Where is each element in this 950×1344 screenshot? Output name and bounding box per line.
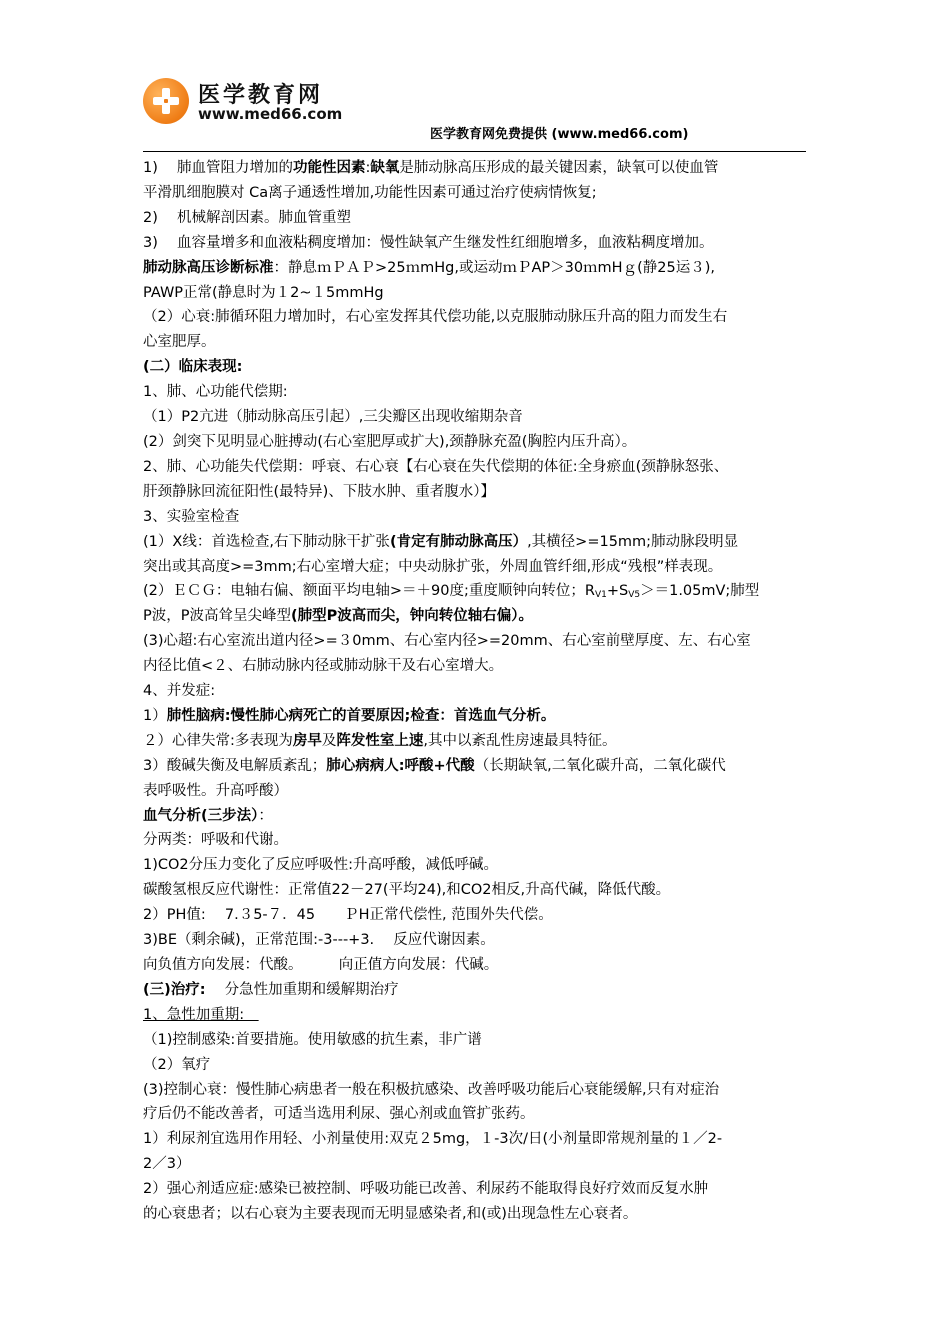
text-span: （2）氧疗 [143, 1056, 211, 1073]
text-line [143, 1127, 815, 1152]
text-span: 分急性加重期和缓解期治疗 [205, 981, 399, 998]
text-line [143, 1102, 815, 1127]
text-line [143, 430, 815, 455]
document-body [143, 156, 815, 1227]
text-span: 2、肺、心功能失代偿期：呼衰、右心衰【右心衰在失代偿期的体征:全身瘀血(颈静脉怒张、 [143, 458, 729, 475]
text-span: ,其中以紊乱性房速最具特征。 [423, 732, 617, 749]
text-line [143, 828, 815, 853]
text-line [143, 629, 815, 654]
text-line [143, 729, 815, 754]
text-line [143, 256, 815, 281]
text-line [143, 156, 815, 181]
text-line [143, 654, 815, 679]
subscript-text: V5 [628, 590, 641, 601]
text-span: 分两类：呼吸和代谢。 [143, 832, 288, 849]
text-line [143, 380, 815, 405]
text-span: PAWP正常(静息时为１2~１5mmHg [143, 284, 384, 301]
bold-text: (肺型P波高而尖，钟向转位轴右偏）。 [291, 608, 534, 625]
text-line [143, 480, 815, 505]
text-line [143, 405, 815, 430]
text-span: 表呼吸性。升高呼酸） [143, 782, 288, 799]
text-line [143, 804, 815, 829]
text-line [143, 281, 815, 306]
text-span: 1)CO2分压力变化了反应呼吸性:升高呼酸，减低呼碱。 [143, 857, 499, 874]
text-line [143, 1078, 815, 1103]
text-span: 疗后仍不能改善者，可适当选用利尿、强心剂或血管扩张药。 [143, 1106, 535, 1123]
bold-text: 房早 [292, 732, 322, 749]
text-span: 向负值方向发展：代酸。 向正值方向发展：代碱。 [143, 957, 499, 973]
text-line [143, 978, 815, 1003]
text-line [143, 330, 815, 355]
text-span: （长期缺氧,二氧化碳升高，二氧化碳代 [474, 757, 726, 774]
text-span: 1) 肺血管阻力增加的 [143, 160, 293, 176]
text-span: （2）心衰:肺循环阻力增加时，右心室发挥其代偿功能,以克服肺动脉压升高的阻力而发生右 [143, 309, 728, 326]
bold-text: 肺性脑病:慢性肺心病死亡的首要原因;检查：首选血气分析。 [166, 707, 556, 724]
text-span: 肝颈静脉回流征阳性(最特异)、下肢水肿、重者腹水）】 [143, 483, 496, 500]
text-line [143, 1053, 815, 1078]
text-line [143, 903, 815, 928]
subscript-text: V1 [594, 590, 607, 601]
bold-text: 肺动脉高压诊断标准 [143, 259, 274, 276]
text-span: 1、急性加重期: [143, 1006, 259, 1023]
text-span: 1）利尿剂宜选用作用轻、小剂量使用:双克２5mg，１-3次/日(小剂量即常规剂量的１／2- [143, 1131, 723, 1148]
text-span: 平滑肌细胞膜对 Ca离子通透性增加,功能性因素可通过治疗使病情恢复; [143, 184, 597, 201]
text-span: : [365, 160, 371, 176]
text-span: +S [606, 583, 629, 600]
text-span: (3)控制心衰：慢性肺心病患者一般在积极抗感染、改善呼吸功能后心衰能缓解,只有对症治 [143, 1081, 720, 1098]
bold-text: (三)治疗: [143, 981, 206, 998]
text-line [143, 779, 815, 804]
text-span: （1）P2亢进（肺动脉高压引起）,三尖瓣区出现收缩期杂音 [143, 409, 523, 426]
text-span: 是肺动脉高压形成的最关键因素，缺氧可以使血管 [399, 160, 719, 176]
text-span: 3) 血容量增多和血液粘稠度增加：慢性缺氧产生继发性红细胞增多，血液粘稠度增加。 [143, 234, 714, 251]
text-span: ２）心律失常:多表现为 [143, 732, 293, 749]
text-span: 的心衰患者；以右心衰为主要表现而无明显感染者,和(或)出现急性左心衰者。 [143, 1206, 638, 1223]
text-span: ：静息ｍＰＡＰ>25ｍmHg,或运动ｍＰAP＞30ｍmHｇ(静25运３), [273, 259, 715, 276]
text-span: 2）强心剂适应症:感染已被控制、呼吸功能已改善、利尿药不能取得良好疗效而反复水肿 [143, 1181, 709, 1198]
text-line [143, 928, 815, 953]
text-span: ,其横径>=15mm;肺动脉段明显 [527, 533, 739, 550]
text-line [143, 1202, 815, 1227]
text-line [143, 455, 815, 480]
text-line [143, 530, 815, 555]
medical-cross-icon [143, 78, 189, 124]
bold-text: 阵发性室上速 [336, 732, 424, 749]
text-line [143, 1177, 815, 1202]
text-span: 内径比值<２、右肺动脉内径或肺动脉干及右心室增大。 [143, 658, 504, 675]
bold-text: 血气分析(三步法） [143, 807, 259, 824]
text-line [143, 1152, 815, 1177]
text-span: 2) 机械解剖因素。肺血管重塑 [143, 209, 351, 226]
text-span: 1） [143, 707, 167, 724]
bold-text: (二）临床表现: [143, 359, 243, 376]
text-line [143, 505, 815, 530]
text-line [143, 305, 815, 330]
text-line [143, 206, 815, 231]
text-span: 3)BE（剩余碱)，正常范围:-3---+3. 反应代谢因素。 [143, 932, 495, 949]
text-span: (2）ＥＣＧ：电轴右偏、额面平均电轴>＝＋90度;重度顺钟向转位；R [143, 583, 595, 600]
logo-chinese-name: 医学教育网 [198, 83, 324, 108]
text-span: ： [258, 807, 273, 824]
text-span: (1）X线：首选检查,右下肺动脉干扩张 [143, 533, 390, 550]
text-span: 3）酸碱失衡及电解质紊乱； [143, 757, 327, 774]
text-span: ＞＝1.05mV;肺型 [640, 583, 760, 600]
text-span: (3)心超:右心室流出道内径>=３0mm、右心室内径>=20mm、右心室前壁厚度、左、右心室 [143, 633, 751, 650]
text-span: 及 [321, 732, 337, 749]
text-line [143, 604, 815, 629]
text-line [143, 878, 815, 903]
text-line [143, 704, 815, 729]
text-span: 1、肺、心功能代偿期: [143, 384, 288, 401]
text-line [143, 953, 815, 978]
bold-text: 缺氧 [370, 160, 400, 176]
text-span: 碳酸氢根反应代谢性：正常值22－27(平均24),和CO2相反,升高代碱，降低代酸。 [143, 882, 671, 899]
text-span: （1)控制感染:首要措施。使用敏感的抗生素，非广谱 [143, 1031, 482, 1048]
text-span: 2）PH值: 7.３5-７．45 ＰH正常代偿性, 范围外失代偿。 [143, 907, 553, 924]
text-line [143, 1003, 815, 1028]
text-span: 突出或其高度>=3mm;右心室增大症；中央动脉扩张，外周血管纤细,形成“残根”样表现。 [143, 558, 723, 575]
text-span: P波，P波高耸呈尖峰型 [143, 608, 291, 625]
text-line [143, 1028, 815, 1053]
text-line [143, 231, 815, 256]
text-line [143, 181, 815, 206]
text-line [143, 555, 815, 580]
header-source-note: 医学教育网免费提供 (www.med66.com) [430, 127, 689, 142]
text-span: 2／3） [143, 1156, 191, 1173]
text-span: 4、并发症: [143, 683, 216, 700]
text-line [143, 853, 815, 878]
text-line [143, 355, 815, 380]
bold-text: 功能性因素 [293, 160, 366, 176]
med66-logo[interactable] [143, 76, 373, 126]
text-span: 心室肥厚。 [143, 334, 216, 351]
bold-text: (肯定有肺动脉高压） [389, 533, 528, 550]
logo-url: www.med66.com [198, 105, 343, 123]
header-divider [143, 151, 806, 152]
text-line [143, 754, 815, 779]
text-span: (2）剑突下见明显心脏搏动(右心室肥厚或扩大),颈静脉充盈(胸腔内压升高）。 [143, 433, 637, 450]
text-span: 3、实验室检查 [143, 508, 240, 525]
text-line [143, 579, 815, 604]
text-line [143, 679, 815, 704]
bold-text: 肺心病病人:呼酸+代酸 [326, 757, 475, 774]
